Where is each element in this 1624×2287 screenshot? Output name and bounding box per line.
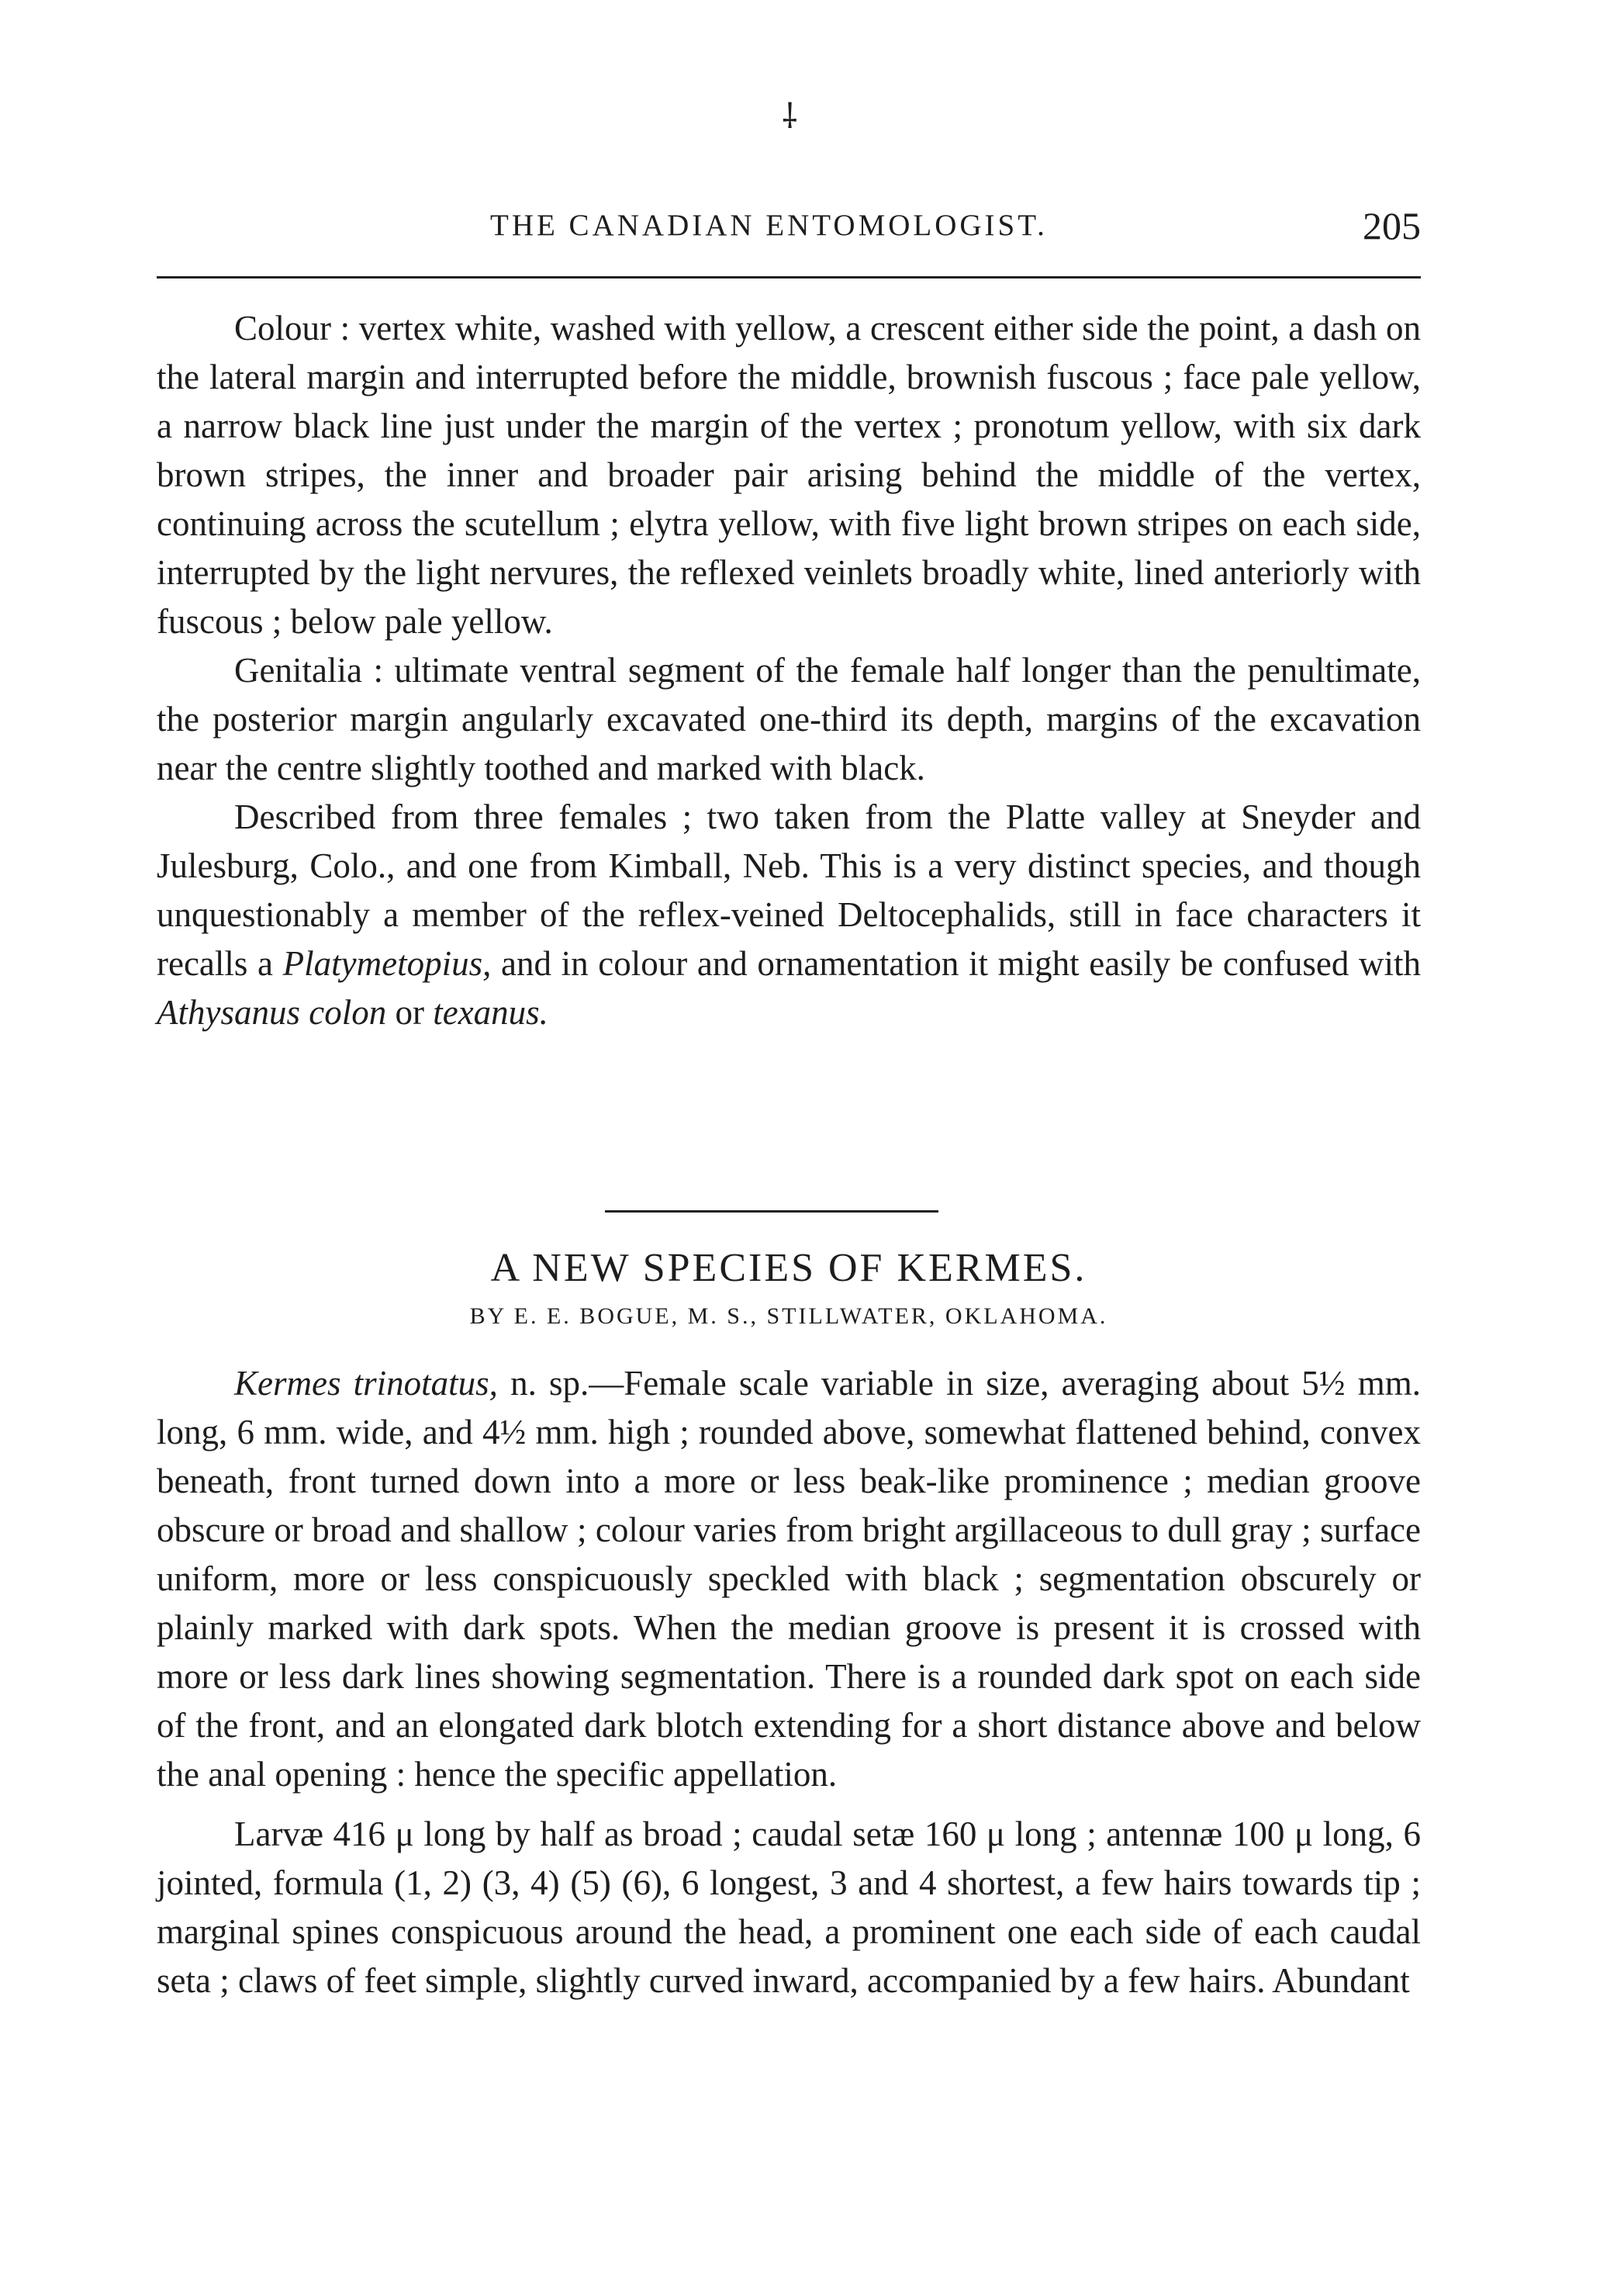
species-name-texanus: texanus.: [433, 993, 548, 1032]
described-text-a: Described from three females ; two taken from the Platte valley at Sneyder and Julesburg, Colo., and one from Kimball, Neb. This is a very distinct species, and though unquestionably a member of the reflex-veined Deltocephalids, still in face characters it recalls a: [157, 798, 1421, 983]
section-divider: [605, 1210, 938, 1213]
running-header: [157, 204, 1421, 254]
header-rule: [157, 276, 1421, 279]
description-paragraph: [157, 1359, 1421, 1799]
description-text: n. sp.—Female scale variable in size, averaging about 5½ mm. long, 6 mm. wide, and 4½ mm. high ; rounded above, somewhat flattened behind, convex beneath, front turned down into a more or less beak-like prominence ; median groove obscure or broad and shallow ; colour varies from bright argillaceous to dull gray ; surface uniform, more or less conspicuously speckled with black ; segmentation obscurely or plainly marked with dark spots. When the median groove is present it is crossed with more or less dark lines showing segmentation. There is a rounded dark spot on each side of the front, and an elongated dark blotch extending for a short distance above and below the anal opening : hence the specific appellation.: [157, 1364, 1421, 1794]
species-name-colon: Athysanus colon: [157, 993, 387, 1032]
described-text-b: and in colour and ornamentation it might easily be confused with: [491, 944, 1421, 983]
colour-paragraph: Colour : vertex white, washed with yellow, a crescent either side the point, a dash on the lateral margin and interrupted before the middle, brownish fuscous ; face pale yellow, a narrow black line just under the margin of the vertex ; pronotum yellow, with six dark brown stripes, the inner and broader pair arising behind the middle of the vertex, continuing across the scutellum ; elytra yellow, with five light brown stripes on each side, interrupted by the light nervures, the reflexed veinlets broadly white, lined anteriorly with fuscous ; below pale yellow.: [157, 309, 1421, 641]
article-body: [157, 1359, 1421, 2005]
species-name-kermes: Kermes trinotatus,: [234, 1364, 498, 1403]
described-paragraph: [157, 793, 1421, 1037]
article-byline: BY E. E. BOGUE, M. S., STILLWATER, OKLAHOMA.: [469, 1303, 1108, 1329]
page-number: 205: [1363, 204, 1421, 247]
genus-name: Platymetopius,: [282, 944, 492, 983]
section-continuation: [157, 304, 1421, 1037]
page-mark: ⸸: [782, 98, 798, 136]
article-title: A NEW SPECIES OF KERMES.: [490, 1246, 1087, 1290]
running-title: THE CANADIAN ENTOMOLOGIST.: [490, 209, 1048, 242]
genitalia-paragraph: Genitalia : ultimate ventral segment of the female half longer than the penultimate, the posterior margin angularly excavated one-third its depth, margins of the excavation near the centre slightly toothed and marked with black.: [157, 651, 1421, 787]
larvae-paragraph: Larvæ 416 μ long by half as broad ; caudal setæ 160 μ long ; antennæ 100 μ long, 6 jointed, formula (1, 2) (3, 4) (5) (6), 6 longest, 3 and 4 shortest, a few hairs towards tip ; marginal spines conspicuous around the head, a prominent one each side of each caudal seta ; claws of feet simple, slightly curved inward, accompanied by a few hairs. Abundant: [157, 1815, 1421, 2000]
described-text-c: or: [386, 993, 434, 1032]
